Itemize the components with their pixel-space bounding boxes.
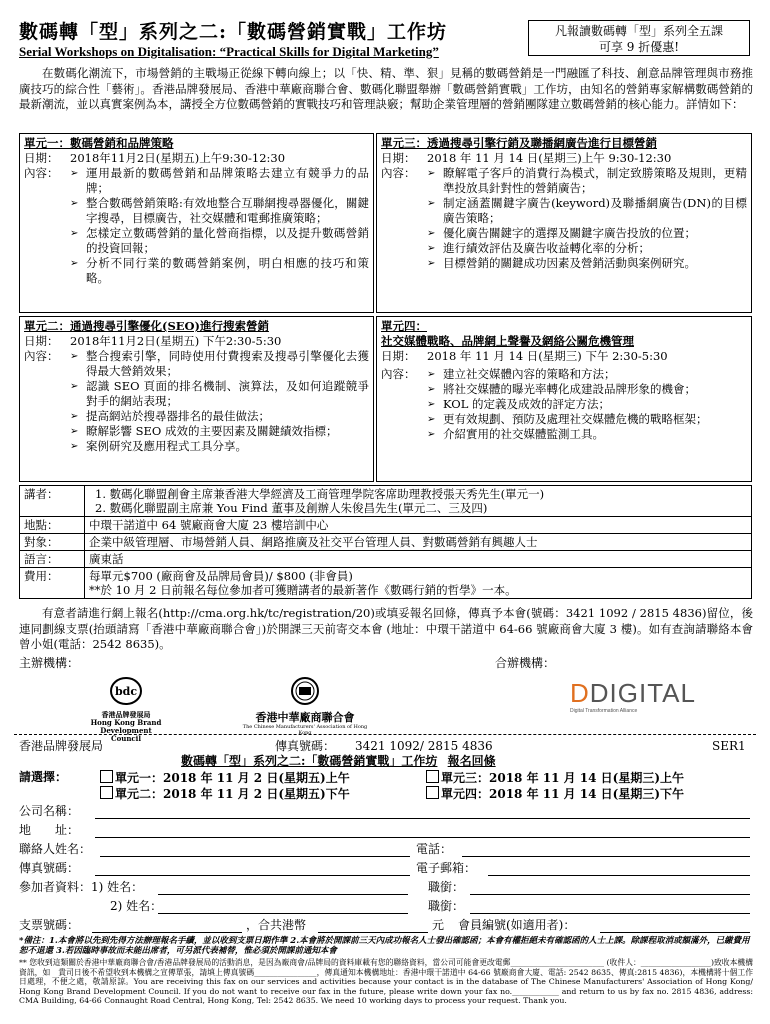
digital-logo (570, 678, 696, 714)
form-fax-number: 3421 1092/ 2815 4836 (355, 739, 493, 753)
address-field[interactable] (95, 837, 750, 838)
option-unit-3-label: 單元三：2018 年 11 月 14 日(星期三)上午 (441, 771, 685, 785)
fee-line-2: **於 10 月 2 日前報名每位參加者可獲贈講者的最新著作《數碼行銷的哲學》一本。 (89, 583, 517, 597)
fee-cell (85, 568, 752, 599)
form-to: 香港品牌發展局 (19, 739, 104, 753)
list-item: ➢ 介紹實用的社交媒體監測工具。 (427, 427, 747, 442)
target-value: 企業中級管理層、市場營銷人員、網路推廣及社交平台管理人員、對數碼營銷有興趣人士 (85, 534, 752, 551)
venue-label: 地點： (20, 517, 85, 534)
unit-1-items (70, 166, 369, 286)
unit-2-items (70, 349, 369, 454)
participant-1-label: 參加者資料：1) 姓名： (19, 880, 144, 894)
unit-2-content-label: 內容： (24, 349, 59, 363)
checkbox-unit-2[interactable] (100, 786, 113, 799)
intro-paragraph: 在數碼化潮流下，市場營銷的主戰場正從線下轉向線上；以「快、精、準、狠」見稱的數碼營銷是一門融匯了科技、創意品牌管理與市務推廣技巧的綜合性「藝術」。香港品牌發展局、香港中華廠商聯合會、數碼化聯盟舉辦「數碼營銷實戰」工作坊，由知名的營銷專家解構數碼營銷的最新潮流，並以真實案例為本，講授全方位數碼營銷的實戰技巧和管理訣竅；幫助企業管理層的營銷團隊建立數碼營銷的核心能力。詳情如下： (19, 66, 753, 111)
cut-line (14, 734, 756, 735)
form-fax-label: 傳真號碼： (275, 739, 336, 753)
address-label: 地 址： (19, 823, 80, 837)
fee-line-1: 每單元$700 (廠商會及品牌局會員)/ $800 (非會員) (89, 569, 353, 583)
form-note-2: ** 您收到這類關於香港中華廠商聯合會/香港品牌發展局的活動消息，是因為廠商會/品牌局的資料庫載有您的聯絡資料，當公司可能會更改電郵________________________ (收件人：__________________)致收本機構資訊，如 貴司日後不希望收到本機構之宣傳單張，請填上傳真號碼________________，傳真通知本機構地址：香港中環干諾道中 64-66 號廠商會大廈、電話: 2542 8635、傳真:2815 4836)，本機構將十個工作日處理，不便之處，敬請原諒。You are receiving this fax on our services and activities because your contact is in the database of The Chinese Manufacturers' Association of Hong Kong/ Hong Kong Brand Development Council. If you do not want to receive our fax in the future, please write down your fax no.____________ and return to us by fax no. 2815 4836, address: CMA Building, 64-66 Connaught Road Central, Hong Kong, Tel: 2542 8635. We need 10 working days to process your request. Thank you. (19, 958, 753, 1006)
unit-4-box (376, 316, 752, 482)
registration-paragraph: 有意者請進行網上報名(http://cma.org.hk/tc/registration/20)或填妥報名回條，傳真予本會(號碼：3421 1092 / 2815 4836)留位，後連同劃線支票(抬頭請寫「香港中華廠商聯合會」)於開課三天前寄交本會 (地址：中環干諾道中 64-66 號廠商會大廈 3 樓)。如有查詢請聯絡本會曾小姐(電話：2542 8635)。 (19, 606, 753, 651)
list-item: ➢ 將社交媒體的曝光率轉化成建設品牌形象的機會； (427, 382, 747, 397)
position-2-label: 職銜： (428, 899, 465, 913)
list-item: ➢ 瞭解電子客戶的消費行為模式，制定致勝策略及規則，更精準投放具針對性的營銷廣告； (427, 166, 747, 196)
target-label: 對象： (20, 534, 85, 551)
hkbdc-name-en-1: Hong Kong Brand (90, 717, 162, 727)
unit-4-items (427, 367, 747, 442)
contact-field[interactable] (100, 856, 410, 857)
digital-d-icon: D (570, 678, 590, 708)
unit-3-box (376, 133, 752, 313)
digital-subtitle: Digital Transformation Alliance (570, 708, 638, 714)
cma-logo (240, 676, 370, 736)
choose-label: 請選擇： (19, 770, 68, 784)
list-item: ➢ 進行績效評估及廣告收益轉化率的分析； (427, 241, 747, 256)
unit-1-heading: 單元一：數碼營銷和品牌策略 (24, 136, 174, 150)
bank-label: ，合共港幣 (246, 918, 307, 932)
hkbdc-logo (86, 676, 166, 743)
amount-field[interactable] (318, 932, 428, 933)
unit-2-date: 2018年11月2日(星期五) 下午2:30-5:30 (70, 334, 282, 348)
unit-4-date: 2018 年 11 月 14 日(星期三) 下午 2:30-5:30 (427, 349, 668, 363)
option-unit-1[interactable] (100, 770, 350, 787)
phone-label: 電話： (416, 842, 453, 856)
checkbox-unit-3[interactable] (426, 770, 439, 783)
digital-wordmark (570, 678, 696, 708)
info-table (19, 485, 752, 599)
option-unit-3[interactable] (426, 770, 684, 787)
phone-field[interactable] (462, 856, 750, 857)
member-label: 會員編號(如適用者)： (458, 918, 576, 932)
option-unit-2[interactable] (100, 786, 350, 803)
unit-3-content-label: 內容： (381, 166, 416, 180)
table-row (20, 517, 752, 534)
participant-2-label: 2) 姓名： (110, 899, 163, 913)
form-title (181, 754, 496, 770)
form-code: SER1 (712, 739, 746, 753)
checkbox-unit-1[interactable] (100, 770, 113, 783)
speaker-cell (85, 486, 752, 517)
cheque-field[interactable] (92, 932, 242, 933)
list-item: ➢ 優化廣告關鍵字的選擇及關鍵字廣告投放的位置； (427, 226, 747, 241)
speaker-1: 1. 數碼化聯盟創會主席兼香港大學經濟及工商管理學院客席助理教授張天秀先生(單元一) (95, 487, 545, 501)
list-item: ➢ 運用最新的數碼營銷和品牌策略去建立有競爭力的品牌； (70, 166, 369, 196)
table-row (20, 486, 752, 517)
participant-1-name-field[interactable] (158, 894, 408, 895)
form-title-main: 數碼轉「型」系列之二:「數碼營銷實戰」工作坊 (181, 754, 438, 768)
list-item: ➢ 建立社交媒體內容的策略和方法； (427, 367, 747, 382)
language-label: 語言： (20, 551, 85, 568)
unit-1-date: 2018年11月2日(星期五)上午9:30-12:30 (70, 151, 286, 165)
list-item: ➢ 整合搜索引擎，同時使用付費搜索及搜尋引擎優化去獲得最大營銷效果； (70, 349, 369, 379)
option-unit-2-label: 單元二：2018 年 11 月 2 日(星期五)下午 (115, 787, 350, 801)
unit-4-heading: 社交媒體戰略、品牌網上聲譽及網絡公關危機管理 (381, 334, 634, 348)
speaker-label: 講者： (20, 486, 85, 517)
list-item: ➢ 分析不同行業的數碼營銷案例，明白相應的技巧和策略。 (70, 256, 369, 286)
company-label: 公司名稱： (19, 804, 80, 818)
list-item: ➢ KOL 的定義及成效的評定方法； (427, 397, 747, 412)
contact-label: 聯絡人姓名： (19, 842, 92, 856)
svg-text:bdc: bdc (114, 685, 138, 698)
organiser-label: 主辦機構： (19, 656, 80, 670)
language-value: 廣東話 (85, 551, 752, 568)
hkbdc-name-zh: 香港品牌發展局 (101, 709, 151, 719)
list-item: ➢ 瞭解影響 SEO 成效的主要因素及關鍵績效指標； (70, 424, 369, 439)
table-row (20, 568, 752, 599)
unit-2-date-label: 日期： (24, 334, 59, 348)
unit-1-date-label: 日期： (24, 151, 59, 165)
hkbdc-name-en-2: Development Council (100, 725, 152, 743)
speaker-2: 2. 數碼化聯盟副主席兼 You Find 董事及創辦人朱俊昌先生(單元二、三及四) (95, 501, 488, 515)
form-title-suffix: 報名回條 (447, 754, 496, 768)
promo-line-2: 可享 9 折優惠! (598, 40, 680, 54)
unit-3-date-label: 日期： (381, 151, 416, 165)
table-row (20, 551, 752, 568)
page-title: 數碼轉「型」系列之二:「數碼營銷實戰」工作坊 (19, 21, 448, 43)
unit-3-heading: 單元三：透過搜尋引擎行銷及聯播網廣告進行目標營銷 (381, 136, 657, 150)
list-item: ➢ 更有效規劃、預防及處理社交媒體危機的戰略框架； (427, 412, 747, 427)
list-item: ➢ 怎樣定立數碼營銷的量化營商指標，以及提升數碼營銷的投資回報； (70, 226, 369, 256)
unit-4-content-label: 內容： (381, 367, 416, 381)
position-1-field[interactable] (470, 894, 750, 895)
position-2-field[interactable] (470, 913, 750, 914)
faxno-label: 傳真號碼： (19, 861, 80, 875)
unit-1-box (19, 133, 374, 313)
unit-2-heading: 單元二：通過搜尋引擎優化(SEO)進行搜索營銷 (24, 319, 269, 333)
table-row (20, 534, 752, 551)
cma-emblem-icon (285, 676, 325, 706)
unit-4-heading-line-1: 單元四： (381, 319, 427, 333)
fee-label: 費用： (20, 568, 85, 599)
hkbdc-emblem-icon (109, 676, 143, 706)
faxno-field[interactable] (95, 875, 410, 876)
checkbox-unit-4[interactable] (426, 786, 439, 799)
unit-3-items (427, 166, 747, 271)
digital-wordmark-text: DIGITAL (589, 678, 696, 708)
email-label: 電子郵箱： (416, 861, 477, 875)
email-field[interactable] (488, 875, 750, 876)
unit-1-content-label: 內容： (24, 166, 59, 180)
option-unit-4[interactable] (426, 786, 684, 803)
list-item: ➢ 目標營銷的關鍵成功因素及營銷活動與案例研究。 (427, 256, 747, 271)
list-item: ➢ 整合數碼營銷策略:有效地整合互聯網搜尋器優化，關鍵字搜尋，目標廣告，社交媒體和電郵推廣策略； (70, 196, 369, 226)
list-item: ➢ 案例研究及應用程式工具分享。 (70, 439, 369, 454)
cma-name-en: The Chinese Manufacturers' Association of Hong Kong (242, 723, 368, 736)
company-field[interactable] (95, 818, 750, 819)
page-title-english: Serial Workshops on Digitalisation: “Practical Skills for Digital Marketing” (19, 44, 439, 59)
option-unit-1-label: 單元一：2018 年 11 月 2 日(星期五)上午 (115, 771, 350, 785)
unit-3-date: 2018 年 11 月 14 日(星期三)上午 9:30-12:30 (427, 151, 672, 165)
list-item: ➢ 認識 SEO 頁面的排名機制、演算法，及如何追蹤競爭對手的網站表現； (70, 379, 369, 409)
dollar-label: 元 (432, 918, 445, 932)
list-item: ➢ 制定涵蓋關鍵字廣告(keyword)及聯播網廣告(DN)的目標廣告策略； (427, 196, 747, 226)
venue-value: 中環干諾道中 64 號廠商會大廈 23 樓培訓中心 (85, 517, 752, 534)
form-note-1: *備注：1.本會將以先到先得方法辦理報名手續，並以收到支票日期作準 2.本會將於開課前三天內成功報名人士發出確認函；本會有權拒絕未有確認函的人士上課。除課程取消或額滿外，已繳費用恕不退還 3.若因臨時事故而未能出席者，可另派代表補替，惟必須於開課前通知本會 (19, 936, 750, 956)
unit-4-date-label: 日期： (381, 349, 416, 363)
list-item: ➢ 提高網站於搜尋器排名的最佳做法； (70, 409, 369, 424)
promo-line-1: 凡報讀數碼轉「型」系列全五課 (554, 24, 723, 38)
cheque-label: 支票號碼： (19, 918, 80, 932)
cma-name-zh: 香港中華廠商聯合會 (255, 710, 355, 724)
option-unit-4-label: 單元四：2018 年 11 月 14 日(星期三)下午 (441, 787, 685, 801)
promo-box (528, 20, 750, 56)
participant-2-name-field[interactable] (158, 913, 408, 914)
coorganiser-label: 合辦機構： (495, 656, 556, 670)
unit-2-box (19, 316, 374, 482)
position-1-label: 職銜： (428, 880, 465, 894)
member-field[interactable] (600, 932, 750, 933)
